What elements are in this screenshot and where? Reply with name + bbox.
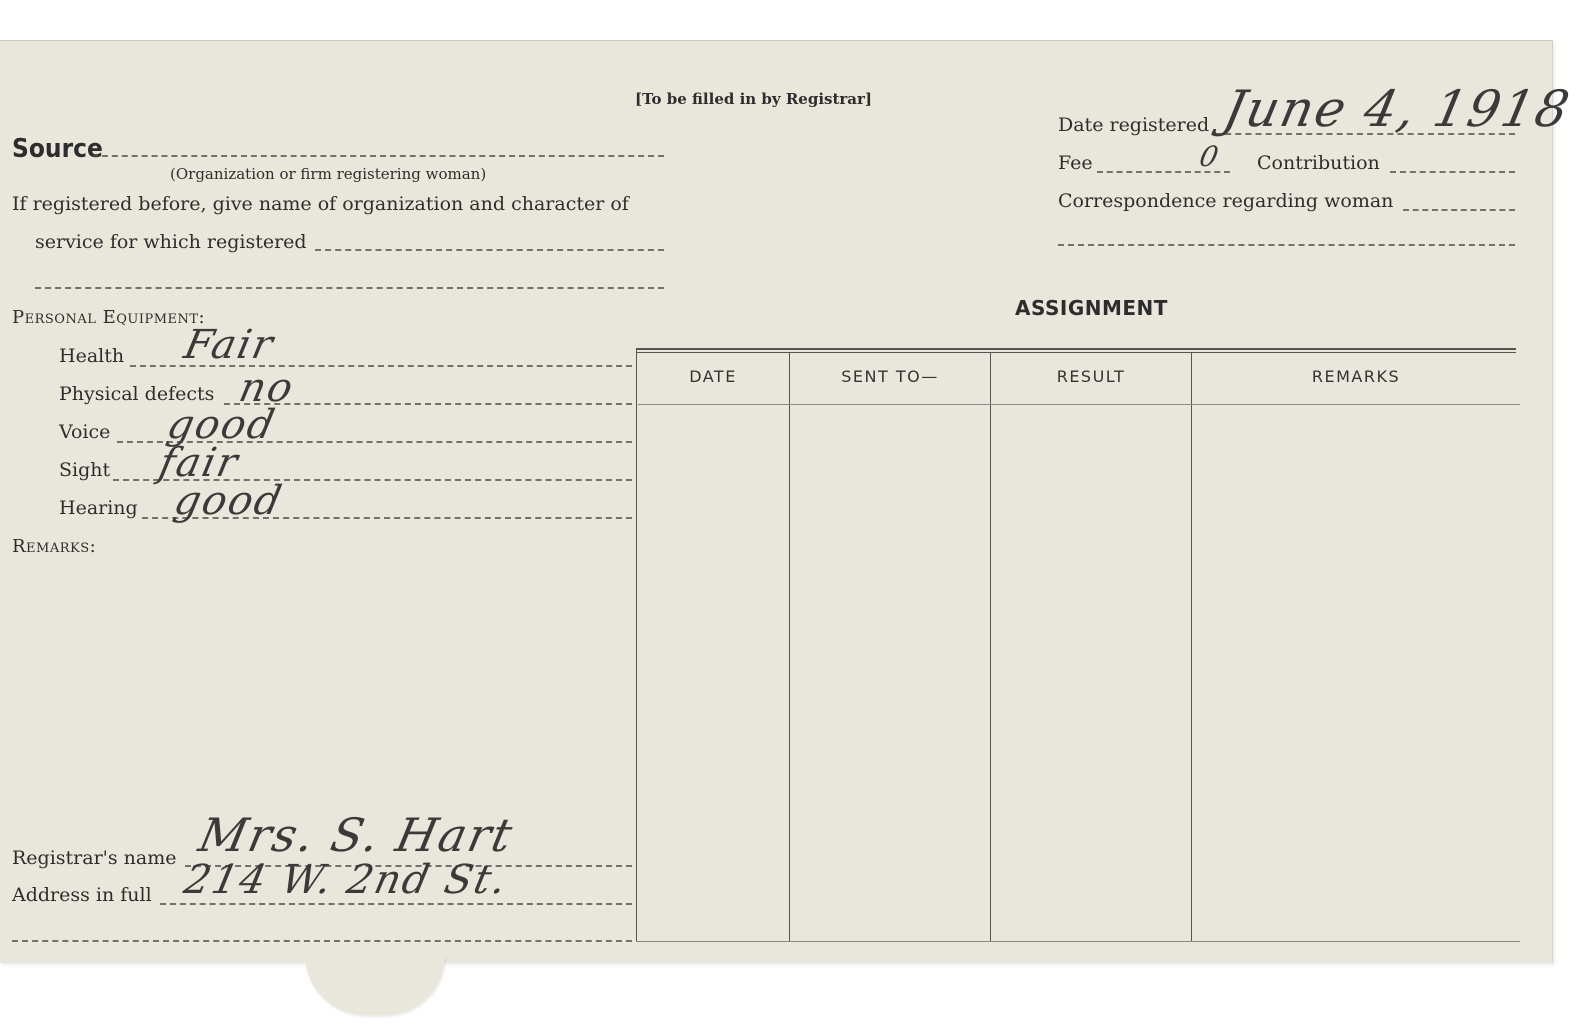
correspondence-line-2 bbox=[1058, 244, 1515, 246]
address-label: Address in full bbox=[12, 884, 152, 906]
column-result: RESULT bbox=[1056, 367, 1126, 386]
physical-defects-value: no bbox=[235, 365, 299, 411]
sight-value: fair bbox=[155, 440, 244, 486]
sight-label: Sight bbox=[59, 459, 111, 481]
source-caption: (Organization or firm registering woman) bbox=[170, 165, 487, 183]
address-value: 214 W. 2nd St. bbox=[180, 857, 513, 903]
date-registered-label: Date registered bbox=[1058, 114, 1210, 136]
contribution-line bbox=[1390, 171, 1515, 173]
column-date: DATE bbox=[689, 367, 737, 386]
physical-defects-label: Physical defects bbox=[59, 383, 215, 405]
registrar-note: [To be filled in by Registrar] bbox=[635, 90, 873, 108]
registered-before-line1: If registered before, give name of organization and character of bbox=[12, 193, 629, 215]
hearing-label: Hearing bbox=[59, 497, 138, 519]
date-registered-value: June 4, 1918 bbox=[1218, 80, 1576, 138]
source-line bbox=[92, 155, 664, 157]
assignment-title: ASSIGNMENT bbox=[1015, 296, 1168, 320]
column-remarks: REMARKS bbox=[1311, 367, 1401, 386]
remarks-label: Remarks: bbox=[12, 536, 97, 557]
address-line-2 bbox=[12, 940, 632, 942]
correspondence-label: Correspondence regarding woman bbox=[1058, 190, 1394, 212]
fee-value: 0 bbox=[1196, 140, 1224, 173]
hearing-value: good bbox=[170, 478, 288, 524]
address-line bbox=[160, 903, 632, 905]
personal-equipment-heading: Personal Equipment: bbox=[12, 307, 206, 328]
health-label: Health bbox=[59, 345, 125, 367]
voice-label: Voice bbox=[59, 421, 111, 443]
registered-before-line-2 bbox=[35, 287, 664, 289]
registered-before-line bbox=[315, 249, 664, 251]
correspondence-line bbox=[1403, 209, 1515, 211]
source-label: Source bbox=[12, 134, 103, 164]
health-value: Fair bbox=[180, 322, 279, 368]
registered-before-line2: service for which registered bbox=[35, 231, 307, 253]
column-sent-to: SENT TO— bbox=[841, 367, 939, 386]
card-index-tab bbox=[305, 955, 445, 1015]
registrar-name-label: Registrar's name bbox=[12, 847, 177, 869]
registrar-name-value: Mrs. S. Hart bbox=[194, 808, 519, 862]
voice-value: good bbox=[163, 402, 281, 448]
fee-label: Fee bbox=[1058, 152, 1093, 174]
contribution-label: Contribution bbox=[1257, 152, 1380, 174]
